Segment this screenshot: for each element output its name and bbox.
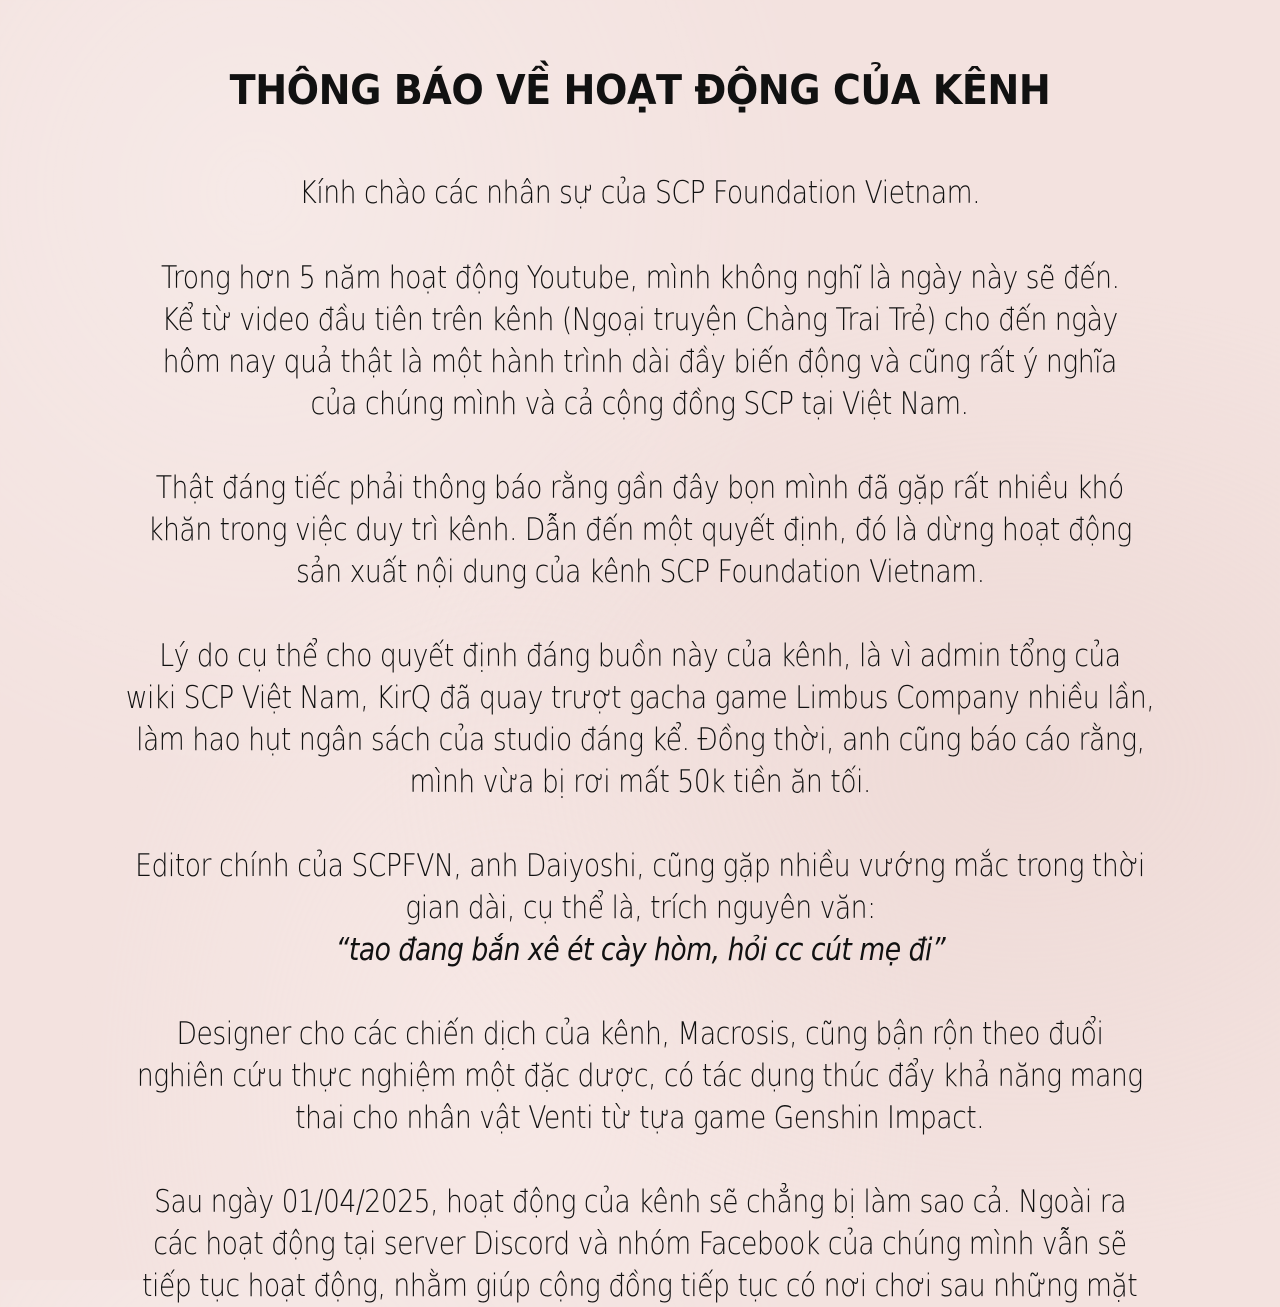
paragraph-1-line-4: của chúng mình và cả cộng đồng SCP tại Việt Nam. [311, 386, 969, 422]
paragraph-5-line-1: Designer cho các chiến dịch của kênh, Macrosis, cũng bận rộn theo đuổi [176, 1016, 1104, 1052]
paragraph-3-line-3: làm hao hụt ngân sách của studio đáng kể. Đồng thời, anh cũng báo cáo rằng, [135, 722, 1145, 758]
paragraph-2-line-2: khăn trong việc duy trì kênh. Dẫn đến một quyết định, đó là dừng hoạt động [148, 512, 1132, 548]
paragraph-6-line-2: các hoạt động tại server Discord và nhóm Facebook của chúng mình vẫn sẽ [153, 1226, 1127, 1262]
paragraph-1-line-3: hôm nay quả thật là một hành trình dài đầy biến động và cũng rất ý nghĩa [162, 344, 1118, 380]
paragraph-4-quote: “tao đang bắn xê ét cày hòm, hỏi cc cút mẹ đi” [335, 932, 945, 968]
paragraph-4-line-2: gian dài, cụ thể là, trích nguyên văn: [404, 890, 876, 926]
greeting [0, 172, 1280, 214]
paragraph-4-line-1: Editor chính của SCPFVN, anh Daiyoshi, cũng gặp nhiều vướng mắc trong thời [135, 848, 1145, 884]
paragraph-3-line-4: mình vừa bị rơi mất 50k tiền ăn tối. [409, 764, 871, 800]
paragraph-1-line-1: Trong hơn 5 năm hoạt động Youtube, mình không nghĩ là ngày này sẽ đến. [160, 260, 1120, 296]
paragraph-2-line-3: sản xuất nội dung của kênh SCP Foundation Vietnam. [295, 554, 985, 590]
paragraph-6-line-1: Sau ngày 01/04/2025, hoạt động của kênh sẽ chẳng bị làm sao cả. Ngoài ra [154, 1184, 1126, 1220]
paragraph-1-line-2: Kể từ video đầu tiên trên kênh (Ngoại truyện Chàng Trai Trẻ) cho đến ngày [162, 302, 1118, 338]
paragraph-2-line-1: Thật đáng tiếc phải thông báo rằng gần đây bọn mình đã gặp rất nhiều khó [156, 470, 1124, 506]
paragraph-5-line-2: nghiên cứu thực nghiệm một đặc dược, có tác dụng thúc đẩy khả năng mang [137, 1058, 1143, 1094]
paragraph-5-line-3: thai cho nhân vật Venti từ tựa game Genshin Impact. [295, 1100, 985, 1136]
announcement-title: THÔNG BÁO VỀ HOẠT ĐỘNG CỦA KÊNH [229, 66, 1051, 114]
paragraph-3-line-1: Lý do cụ thể cho quyết định đáng buồn này của kênh, là vì admin tổng của [159, 638, 1121, 674]
paragraph-3-line-2: wiki SCP Việt Nam, KirQ đã quay trượt gacha game Limbus Company nhiều lần, [125, 680, 1155, 716]
paragraph-6-line-3: tiếp tục hoạt động, nhằm giúp cộng đồng tiếp tục có nơi chơi sau những mặt [142, 1268, 1138, 1304]
greeting-text: Kính chào các nhân sự của SCP Foundation Vietnam. [299, 175, 981, 211]
